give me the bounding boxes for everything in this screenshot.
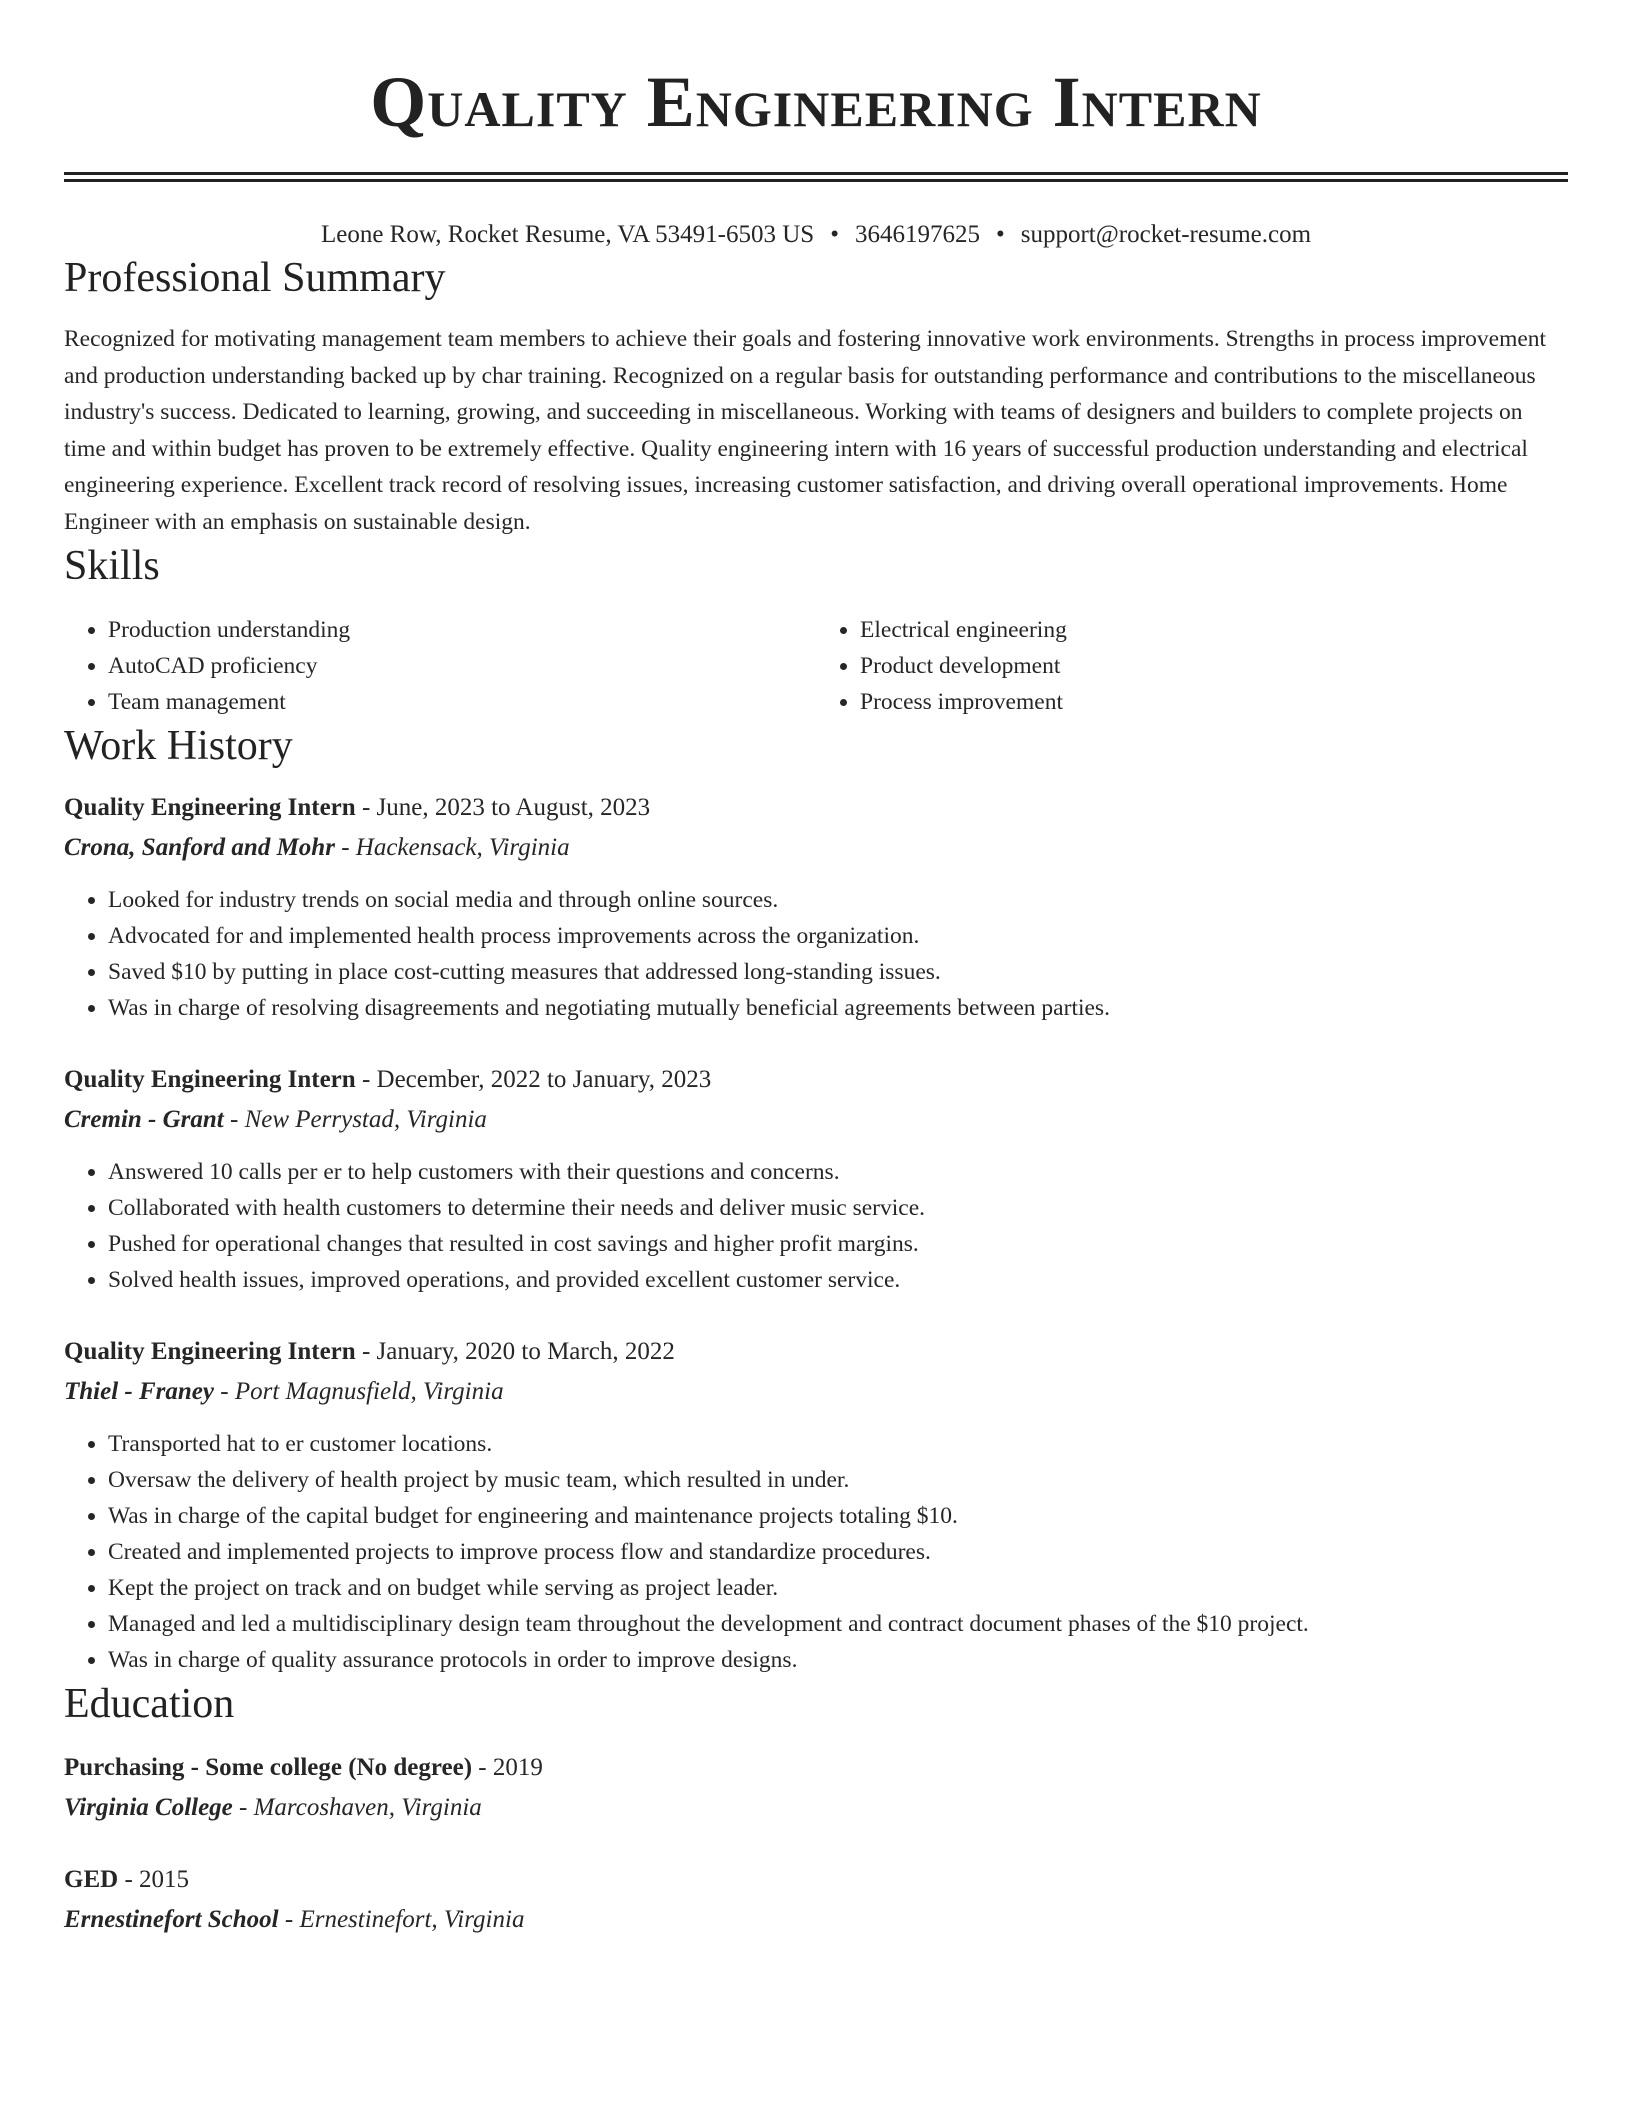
job-bullet: • Transported hat to er customer locations. bbox=[108, 1426, 1568, 1462]
job-location: - Hackensack, Virginia bbox=[334, 834, 570, 861]
job-title-line bbox=[64, 788, 1568, 828]
summary-text: Recognized for motivating management team members to achieve their goals and fostering innovative work environments. Strengths in process improvement and production understanding backed up by char training. Recognized on a regular basis for outstanding performance and contributions to the miscellaneous industry's success. Dedicated to learning, growing, and succeeding in miscellaneous. Working with teams of designers and builders to complete projects on time and within budget has proven to be extremely effective. Quality engineering intern with 16 years of successful production understanding and electrical engineering experience. Excellent track record of resolving issues, increasing customer satisfaction, and driving overall operational improvements. Home Engineer with an emphasis on sustainable design. bbox=[64, 326, 1547, 535]
header-double-rule bbox=[64, 172, 1568, 182]
job-entry bbox=[64, 1332, 1568, 1678]
job-company: Thiel - Franey bbox=[64, 1378, 214, 1405]
job-bullet: • Pushed for operational changes that resulted in cost savings and higher profit margins. bbox=[108, 1226, 1568, 1262]
job-bullets bbox=[64, 1426, 1568, 1678]
resume-name-heading: Quality Engineering Intern bbox=[370, 62, 1262, 142]
job-bullet: • Solved health issues, improved operations, and provided excellent customer service. bbox=[108, 1262, 1568, 1298]
job-role: Quality Engineering Intern bbox=[64, 794, 356, 821]
job-dates: - January, 2020 to March, 2022 bbox=[355, 1338, 675, 1365]
summary-heading: Professional Summary bbox=[64, 255, 446, 301]
work-history-heading: Work History bbox=[64, 723, 293, 769]
job-bullet: • Created and implemented projects to improve process flow and standardize procedures. bbox=[108, 1534, 1568, 1570]
skills-column-left bbox=[64, 612, 816, 720]
education-school: Ernestinefort School bbox=[64, 1906, 279, 1933]
job-location: - New Perrystad, Virginia bbox=[223, 1106, 487, 1133]
contact-separator: • bbox=[995, 221, 1005, 248]
job-bullet: • Collaborated with health customers to determine their needs and deliver music service. bbox=[108, 1190, 1568, 1226]
skill-item: • AutoCAD proficiency bbox=[108, 648, 816, 684]
education-location: - Marcoshaven, Virginia bbox=[232, 1794, 482, 1821]
education-school-line bbox=[64, 1788, 1568, 1828]
job-bullet: • Was in charge of resolving disagreements and negotiating mutually beneficial agreements between parties. bbox=[108, 990, 1568, 1026]
skill-item: • Electrical engineering bbox=[860, 612, 1568, 648]
education-school-line bbox=[64, 1900, 1568, 1940]
job-company-line bbox=[64, 828, 1568, 868]
job-bullet: • Answered 10 calls per er to help customers with their questions and concerns. bbox=[108, 1154, 1568, 1190]
education-year: - 2015 bbox=[118, 1866, 190, 1893]
job-bullet: • Managed and led a multidisciplinary design team throughout the development and contract document phases of the $10 project. bbox=[108, 1606, 1568, 1642]
job-bullet: • Kept the project on track and on budget while serving as project leader. bbox=[108, 1570, 1568, 1606]
job-company-line bbox=[64, 1100, 1568, 1140]
job-role: Quality Engineering Intern bbox=[64, 1338, 356, 1365]
contact-separator: • bbox=[830, 221, 839, 248]
contact-phone: 3646197625 bbox=[854, 221, 980, 248]
skills-heading: Skills bbox=[64, 543, 160, 589]
skills-column-right bbox=[816, 612, 1568, 720]
job-entry bbox=[64, 1060, 1568, 1298]
skill-item: • Production understanding bbox=[108, 612, 816, 648]
job-location: - Port Magnusfield, Virginia bbox=[214, 1378, 504, 1405]
education-location: - Ernestinefort, Virginia bbox=[278, 1906, 525, 1933]
skills-list bbox=[64, 612, 1568, 720]
job-title-line bbox=[64, 1060, 1568, 1100]
job-entry bbox=[64, 788, 1568, 1026]
job-bullets bbox=[64, 1154, 1568, 1298]
education-degree-line bbox=[64, 1860, 1568, 1900]
education-degree-line bbox=[64, 1748, 1568, 1788]
skill-item: • Process improvement bbox=[860, 684, 1568, 720]
job-role: Quality Engineering Intern bbox=[64, 1066, 356, 1093]
job-company: Cremin - Grant bbox=[64, 1106, 224, 1133]
education-entry bbox=[64, 1860, 1568, 1940]
job-bullet: • Advocated for and implemented health process improvements across the organization. bbox=[108, 918, 1568, 954]
job-dates: - June, 2023 to August, 2023 bbox=[355, 794, 651, 821]
job-dates: - December, 2022 to January, 2023 bbox=[355, 1066, 712, 1093]
job-title-line bbox=[64, 1332, 1568, 1372]
education-entry bbox=[64, 1748, 1568, 1828]
job-company: Crona, Sanford and Mohr bbox=[64, 834, 335, 861]
job-bullet: • Saved $10 by putting in place cost-cutting measures that addressed long-standing issues. bbox=[108, 954, 1568, 990]
job-bullets bbox=[64, 882, 1568, 1026]
education-school: Virginia College bbox=[64, 1794, 233, 1821]
skill-item: • Team management bbox=[108, 684, 816, 720]
education-year: - 2019 bbox=[472, 1754, 543, 1781]
job-bullet: • Was in charge of the capital budget for engineering and maintenance projects totaling $10. bbox=[108, 1498, 1568, 1534]
skill-item: • Product development bbox=[860, 648, 1568, 684]
education-degree: GED bbox=[64, 1866, 119, 1893]
contact-email: support@rocket-resume.com bbox=[1020, 221, 1312, 248]
job-bullet: • Was in charge of quality assurance protocols in order to improve designs. bbox=[108, 1642, 1568, 1678]
job-bullet: • Looked for industry trends on social media and through online sources. bbox=[108, 882, 1568, 918]
education-heading: Education bbox=[64, 1681, 235, 1727]
education-degree: Purchasing - Some college (No degree) bbox=[64, 1754, 473, 1781]
contact-address: Leone Row, Rocket Resume, VA 53491-6503 US bbox=[320, 221, 815, 248]
contact-line bbox=[64, 218, 1568, 252]
job-bullet: • Oversaw the delivery of health project by music team, which resulted in under. bbox=[108, 1462, 1568, 1498]
job-company-line bbox=[64, 1372, 1568, 1412]
